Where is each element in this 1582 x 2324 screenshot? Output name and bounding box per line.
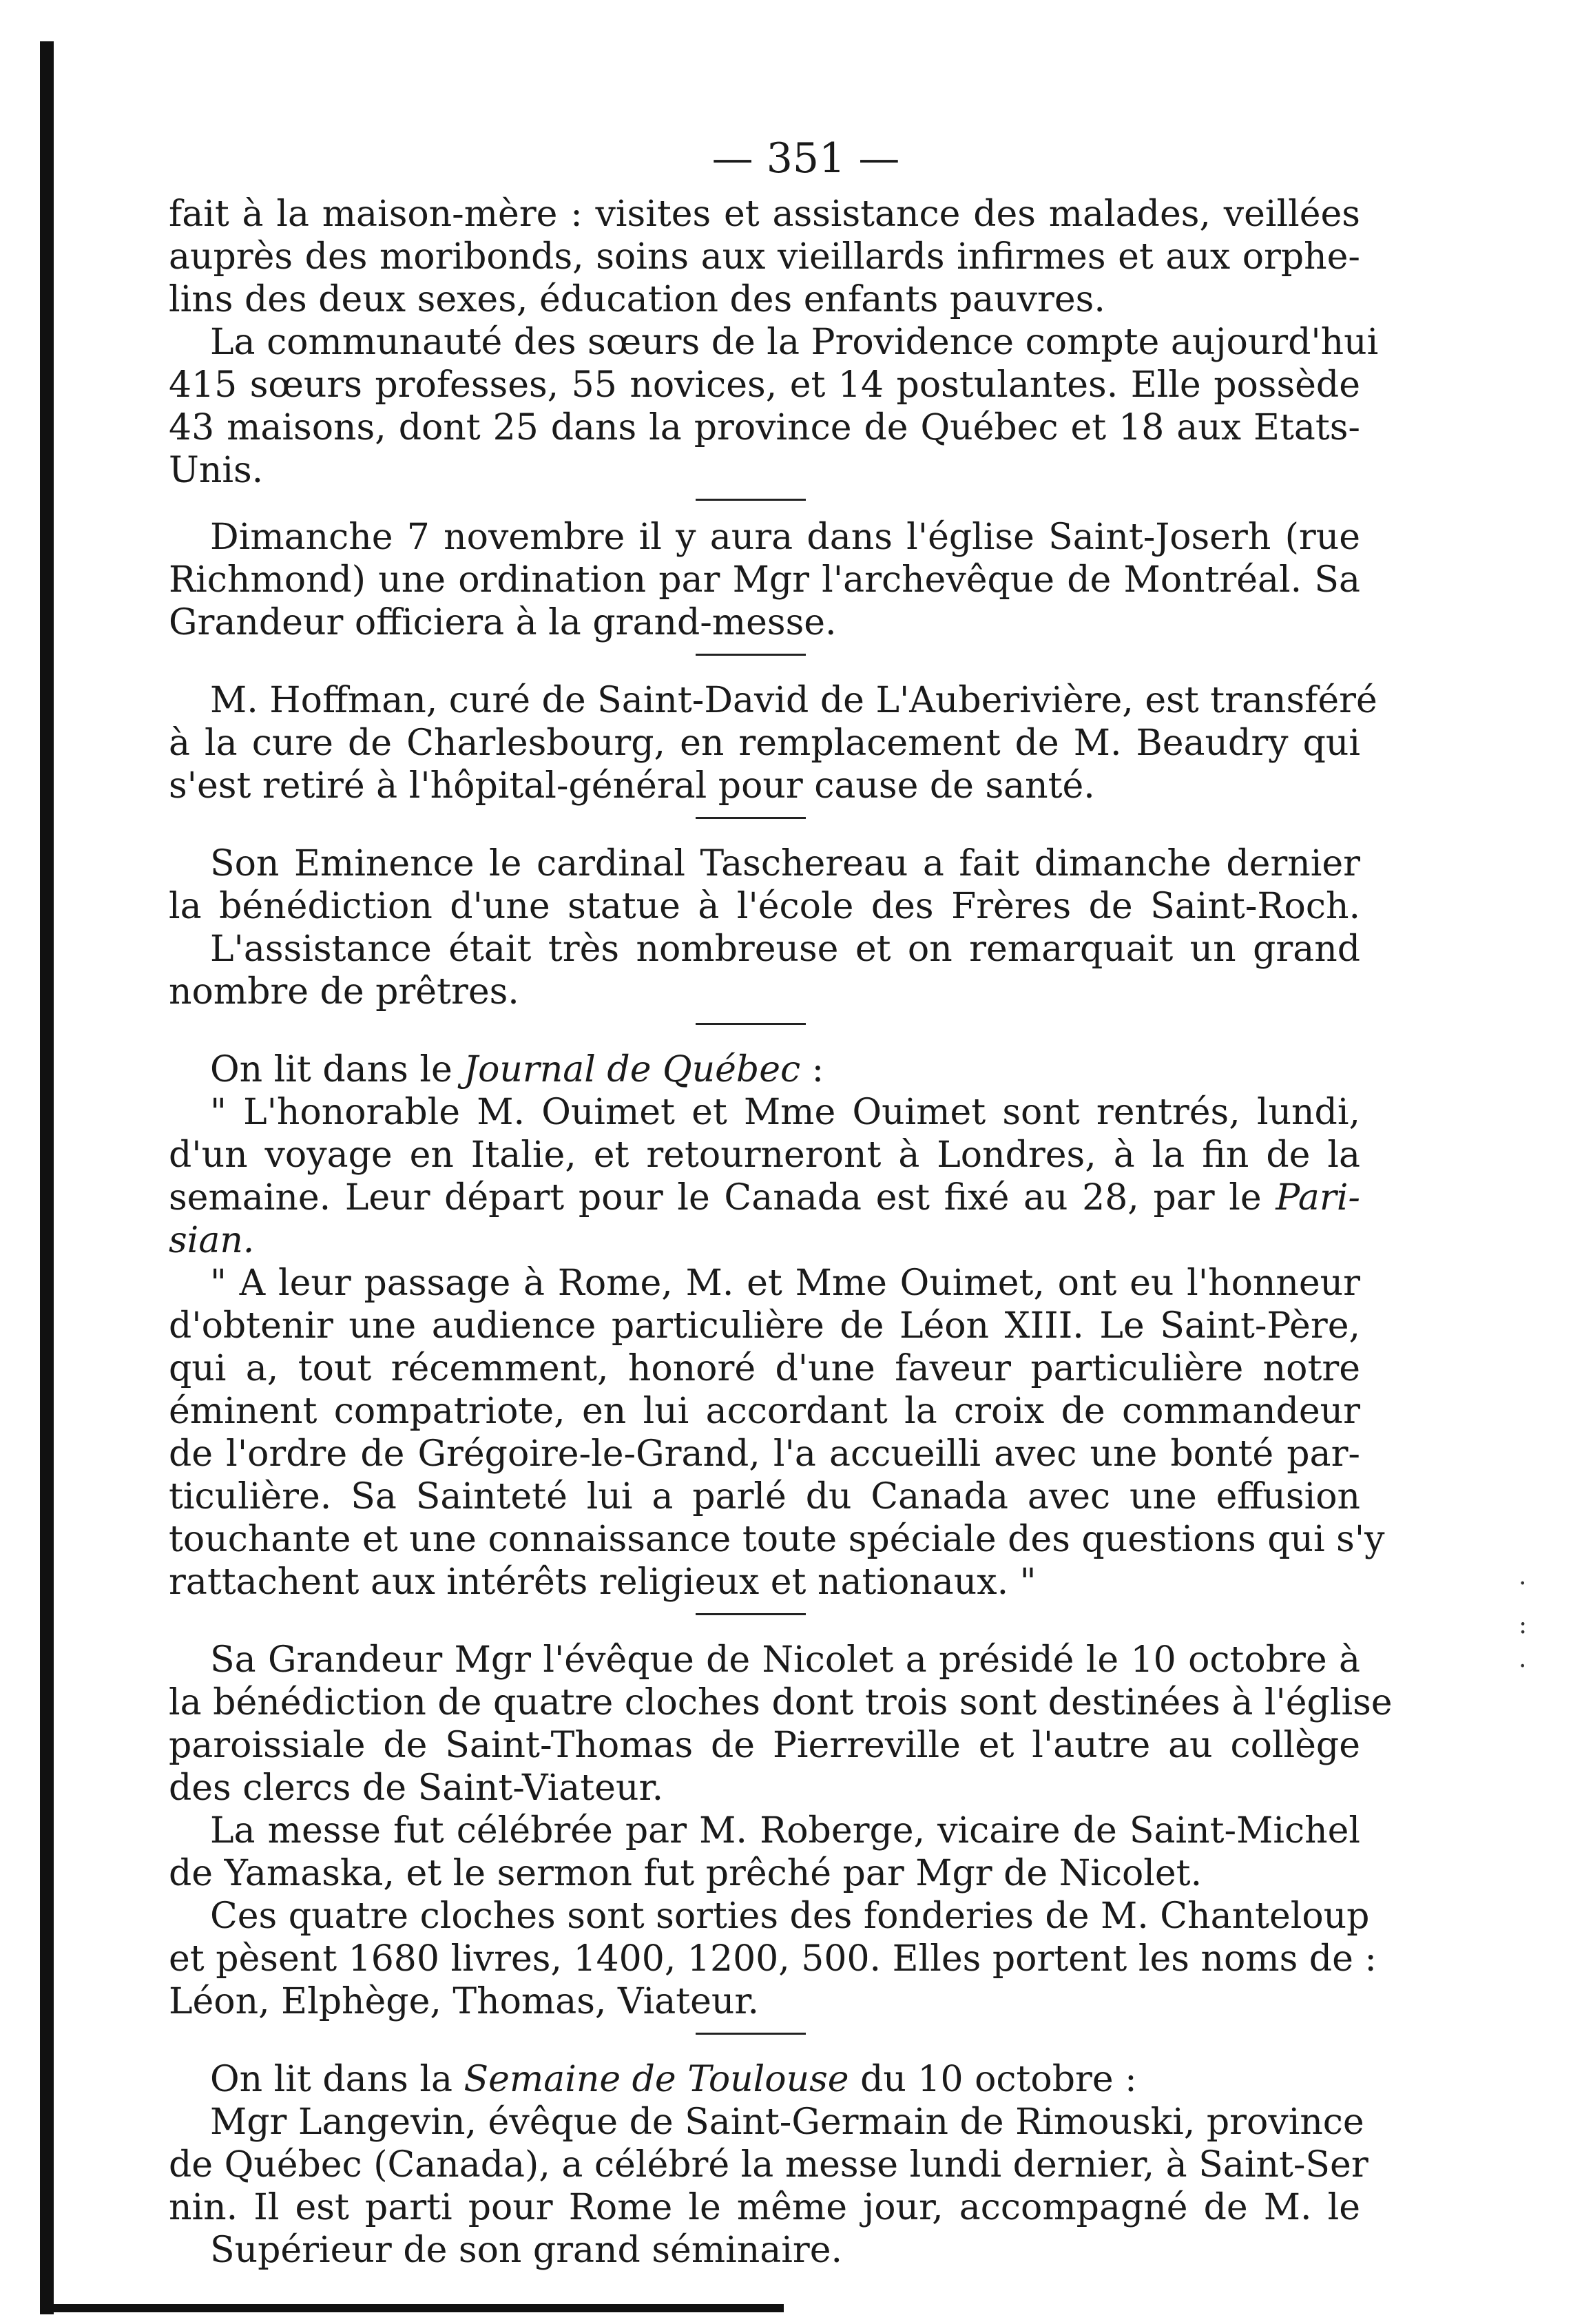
text-line: lins des deux sexes, éducation des enfants pauvres. (169, 279, 1105, 320)
paragraph-hoffman (169, 679, 1377, 807)
text-line: nin. Il est parti pour Rome le même jour, accompagné de M. le (169, 2187, 1360, 2228)
text-line: La messe fut célébrée par M. Roberge, vicaire de Saint-Michel (210, 1810, 1360, 1851)
text-line: Son Eminence le cardinal Taschereau a fait dimanche dernier (210, 843, 1360, 884)
text-line: s'est retiré à l'hôpital-général pour cause de santé. (169, 765, 1095, 807)
journal-title: Journal de Québec (464, 1049, 801, 1090)
text-line: de Québec (Canada), a célébré la messe lundi dernier, à Saint-Ser (169, 2144, 1368, 2186)
text-line: rattachent aux intérêts religieux et nationaux. " (169, 1562, 1037, 1603)
document-page (169, 124, 1393, 2272)
text-line: " A leur passage à Rome, M. et Mme Ouimet, ont eu l'honneur (210, 1263, 1360, 1304)
ship-name: sian. (169, 1220, 255, 1261)
text-line: Grandeur officiera à la grand-messe. (169, 602, 837, 643)
text-line: de Yamaska, et le sermon fut prêché par Mgr de Nicolet. (169, 1853, 1203, 1894)
text-line: Unis. (169, 450, 264, 491)
paragraph-langevin (169, 2058, 1368, 2272)
section-divider (696, 1023, 806, 1025)
paragraph-providence-community (169, 321, 1379, 492)
section-divider (696, 2033, 806, 2035)
text-line: d'obtenir une audience particulière de Léon XIII. Le Saint-Père, (169, 1305, 1360, 1347)
text-line: des clercs de Saint-Viateur. (169, 1767, 664, 1809)
text-line: la bénédiction d'une statue à l'école des Frères de Saint-Roch. (169, 886, 1360, 927)
text-line: L'assistance était très nombreuse et on remarquait un grand (210, 928, 1360, 970)
text-line: qui a, tout récemment, honoré d'une faveur particulière notre (169, 1348, 1360, 1389)
text-line: On lit dans la Semaine de Toulouse du 10 octobre : (210, 2059, 1137, 2100)
page-number: — 351 — (711, 134, 900, 183)
text-line: de l'ordre de Grégoire-le-Grand, l'a accueilli avec une bonté par- (169, 1433, 1360, 1475)
paragraph-ouimet (169, 1048, 1385, 1604)
section-divider (696, 817, 806, 819)
text-line: auprès des moribonds, soins aux vieillards infirmes et aux orphe- (169, 236, 1360, 278)
section-divider (696, 1613, 806, 1615)
text-line: semaine. Leur départ pour le Canada est fixé au 28, par le Pari- (169, 1177, 1360, 1218)
section-divider (696, 499, 806, 501)
paragraph-nicolet-bells (169, 1639, 1393, 2023)
section-divider (696, 654, 806, 656)
text-line (169, 1219, 1360, 1262)
text-line: Mgr Langevin, évêque de Saint-Germain de Rimouski, province (210, 2102, 1364, 2143)
text-line: Léon, Elphège, Thomas, Viateur. (169, 1981, 760, 2022)
book-binding-edge (40, 41, 54, 2314)
text-line: Sa Grandeur Mgr l'évêque de Nicolet a présidé le 10 octobre à (210, 1639, 1360, 1681)
text-line: touchante et une connaissance toute spéciale des questions qui s'y (169, 1519, 1385, 1560)
text-line: fait à la maison-mère : visites et assistance des malades, veillées (169, 194, 1360, 235)
text-line: ticulière. Sa Sainteté lui a parlé du Canada avec une effusion (169, 1476, 1360, 1517)
paragraph-providence-works (169, 193, 1360, 321)
ship-name: Pari- (1276, 1177, 1360, 1218)
text-line: Dimanche 7 novembre il y aura dans l'église Saint-Joserh (rue (210, 517, 1360, 558)
text-line: M. Hoffman, curé de Saint-David de L'Auberivière, est transféré (210, 680, 1377, 721)
text-line: Richmond) une ordination par Mgr l'archevêque de Montréal. Sa (169, 559, 1360, 601)
text-line: et pèsent 1680 livres, 1400, 1200, 500. Elles portent les noms de : (169, 1938, 1377, 1980)
text-line: à la cure de Charlesbourg, en remplacement de M. Beaudry qui (169, 723, 1360, 764)
paragraph-ordination (169, 516, 1360, 644)
text-line: paroissiale de Saint-Thomas de Pierreville et l'autre au collège (169, 1725, 1360, 1766)
scan-margin-marks: · : · (1519, 1570, 1528, 1681)
text-line: Ces quatre cloches sont sorties des fonderies de M. Chanteloup (210, 1896, 1370, 1937)
paragraph-taschereau (169, 842, 1360, 1013)
semaine-title: Semaine de Toulouse (464, 2059, 849, 2100)
text-line: Supérieur de son grand séminaire. (210, 2230, 843, 2271)
text-line: nombre de prêtres. (169, 971, 519, 1013)
book-binding-foot (40, 2304, 784, 2312)
text-line: " L'honorable M. Ouimet et Mme Ouimet sont rentrés, lundi, (210, 1092, 1360, 1133)
text-line: La communauté des sœurs de la Providence compte aujourd'hui (210, 322, 1379, 363)
text-line: 43 maisons, dont 25 dans la province de Québec et 18 aux Etats- (169, 407, 1360, 448)
text-line: éminent compatriote, en lui accordant la croix de commandeur (169, 1391, 1360, 1432)
text-line: d'un voyage en Italie, et retourneront à Londres, à la fin de la (169, 1134, 1360, 1176)
text-line: la bénédiction de quatre cloches dont trois sont destinées à l'église (169, 1682, 1393, 1723)
text-line: 415 sœurs professes, 55 novices, et 14 postulantes. Elle possède (169, 364, 1360, 406)
text-line: On lit dans le Journal de Québec : (210, 1049, 824, 1090)
